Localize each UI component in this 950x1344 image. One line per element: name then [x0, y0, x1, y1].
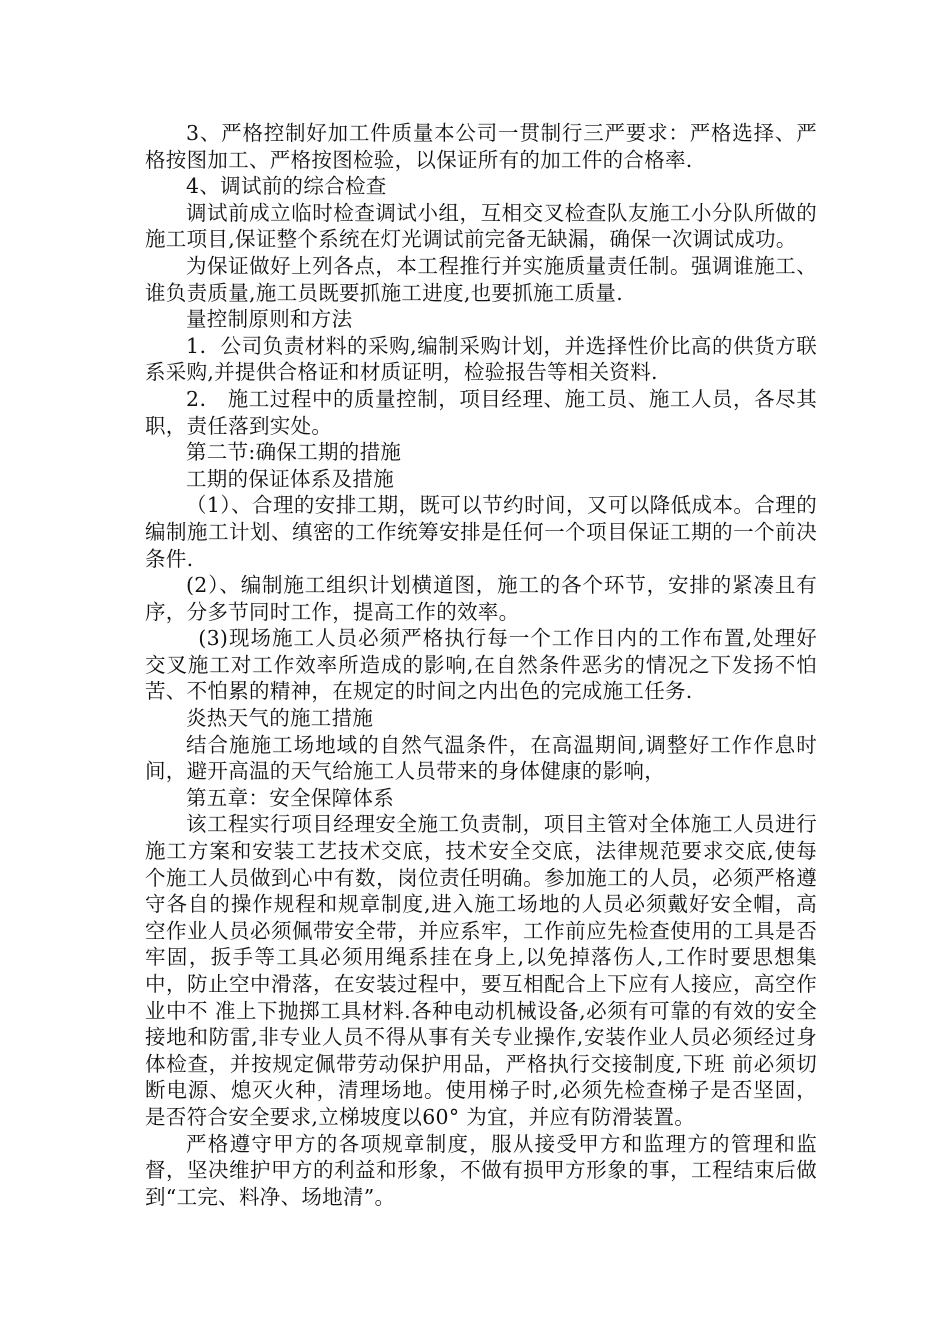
paragraph-schedule-item-2: (2）、编制施工组织计划横道图，施工的各个环节，安排的紧凑且有序，分多节同时工作，提高工作的效率。	[145, 573, 817, 624]
paragraph-safety-responsibility: 该工程实行项目经理安全施工负责制，项目主管对全体施工人员进行施工方案和安装工艺技术交底，技术安全交底，法律规范要求交底,使每个施工人员做到心中有数，岗位责任明确。参加施工的人员，必须严格遵守各自的操作规程和规章制度,进入施工场地的人员必须戴好安全帽，高空作业人员必须佩带安全带，并应系牢，工作前应先检查使用的工具是否牢固，扳手等工具必须用绳系挂在身上,以免掉落伤人,工作时要思想集中，防止空中滑落，在安装过程中，要互相配合上下应有人接应，高空作业中不 准上下抛掷工具材料.各种电动机械设备,必须有可靠的有效的安全接地和防雷,非专业人员不得从事有关专业操作,安装作业人员必须经过身体检查，并按规定佩带劳动保护用品，严格执行交接制度,下班 前必须切断电源、熄灭火种，清理场地。使用梯子时,必须先检查梯子是否坚固，是否符合安全要求,立梯坡度以60° 为宜，并应有防滑装置。	[145, 812, 817, 1129]
paragraph-heading-section-two: 第二节:确保工期的措施	[186, 440, 402, 465]
paragraph-heading-hot-weather: 炎热天气的施工措施	[186, 706, 374, 731]
paragraph-material-purchase: 1．公司负责材料的采购,编制采购计划，并选择性价比高的供货方联系采购,并提供合格证和材质证明，检验报告等相关资料.	[145, 333, 817, 385]
paragraph-heading-pre-test-check: 4、调试前的综合检查	[186, 174, 387, 199]
paragraph-heading-chapter-five: 第五章：安全保障体系	[186, 785, 394, 810]
paragraph-client-rules: 严格遵守甲方的各项规章制度，服从接受甲方和监理方的管理和监督，坚决维护甲方的利益和形象，不做有损甲方形象的事，工程结束后做到“工完、料净、场地清”。	[145, 1131, 817, 1209]
document-body	[145, 120, 817, 1210]
paragraph-heading-schedule-guarantee: 工期的保证体系及措施	[186, 466, 394, 491]
paragraph-process-control: 2． 施工过程中的质量控制，项目经理、施工员、施工人员，各尽其职，责任落到实处。	[145, 386, 817, 438]
paragraph-processing-quality: 3、严格控制好加工件质量本公司一贯制行三严要求：严格选择、严格按图加工、严格按图检验，以保证所有的加工件的合格率.	[145, 121, 817, 172]
paragraph-quality-responsibility: 为保证做好上列各点，本工程推行并实施质量责任制。强调谁施工、谁负责质量,施工员既要抓施工进度,也要抓施工质量.	[145, 253, 817, 305]
paragraph-heading-quality-control: 量控制原则和方法	[186, 307, 353, 332]
paragraph-schedule-item-3: (3)现场施工人员必须严格执行每一个工作日内的工作布置,处理好交叉施工对工作效率所造成的影响,在自然条件恶劣的情况之下发扬不怕苦、不怕累的精神，在规定的时间之内出色的完成施工任务.	[145, 626, 817, 704]
paragraph-test-group: 调试前成立临时检查调试小组，互相交叉检查队友施工小分队所做的施工项目,保证整个系统在灯光调试前完备无缺漏，确保一次调试成功。	[145, 200, 817, 252]
paragraph-schedule-item-1: （1）、合理的安排工期，既可以节约时间，又可以降低成本。合理的编制施工计划、缜密的工作统筹安排是任何一个项目保证工期的一个前决条件.	[145, 493, 817, 571]
paragraph-hot-weather: 结合施施工场地域的自然气温条件，在高温期间,调整好工作作息时间，避开高温的天气给施工人员带来的身体健康的影响，	[145, 732, 817, 784]
